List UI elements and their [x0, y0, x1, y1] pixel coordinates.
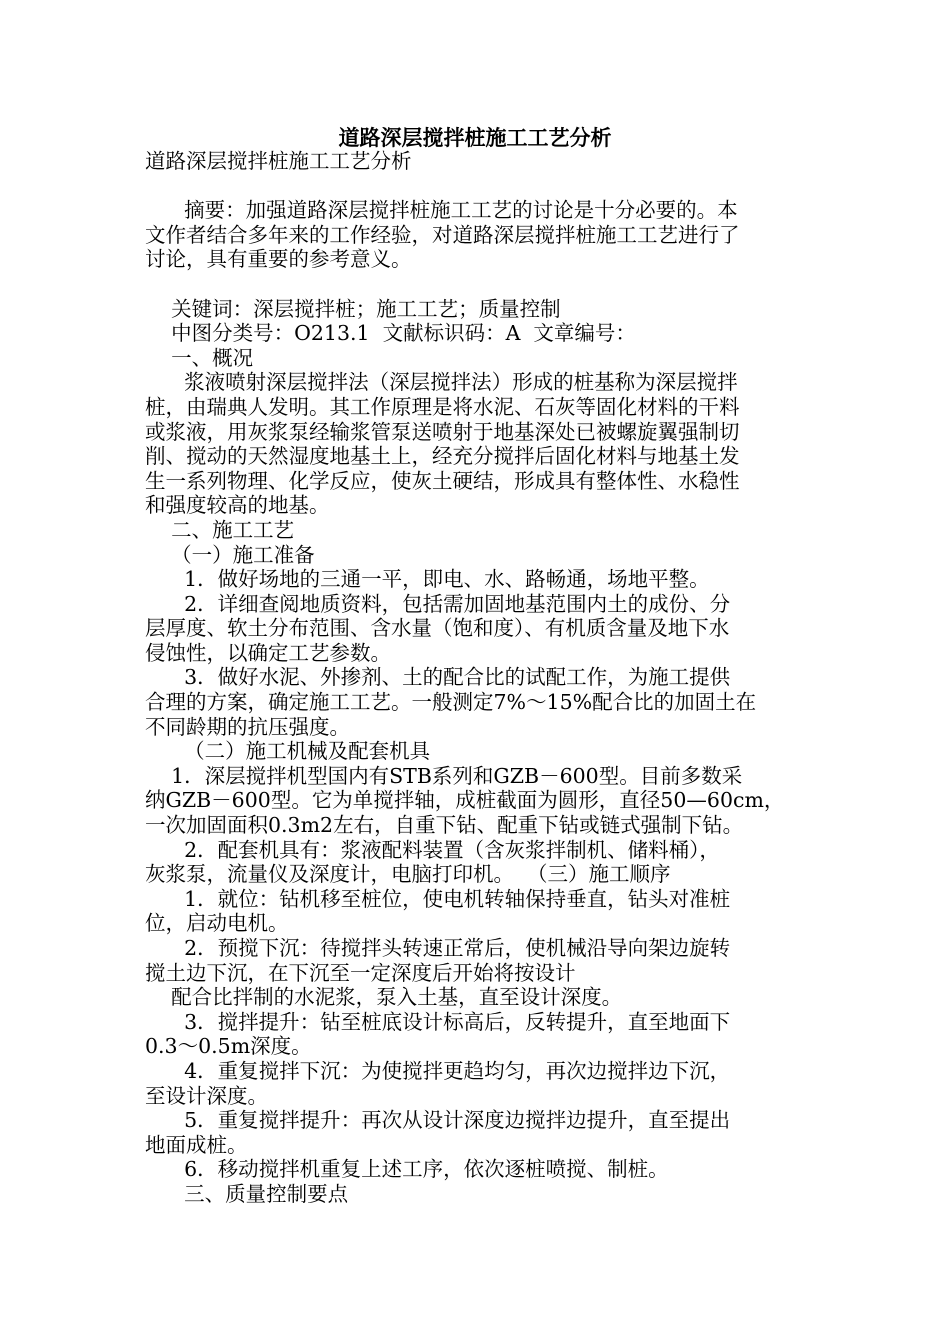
body-line: 0.3～0.5m深度。: [145, 1034, 312, 1059]
body-line: 关键词：深层搅拌桩；施工工艺；质量控制: [145, 296, 561, 321]
body-line: 侵蚀性，以确定工艺参数。: [145, 640, 391, 665]
body-line: 道路深层搅拌桩施工工艺分析: [145, 149, 412, 173]
body-line: 或浆液，用灰浆泵经输浆管泵送喷射于地基深处已被螺旋翼强制切: [145, 419, 740, 444]
body-line: 地面成桩。: [145, 1132, 248, 1157]
body-line: 和强度较高的地基。: [145, 493, 330, 518]
body-line: 削、搅动的天然湿度地基土上，经充分搅拌后固化材料与地基土发: [145, 444, 740, 469]
body-line: 2．详细查阅地质资料，包括需加固地基范围内土的成份、分: [145, 591, 731, 616]
body-line: 桩，由瑞典人发明。其工作原理是将水泥、石灰等固化材料的干料: [145, 394, 740, 419]
body-line: 5．重复搅拌提升：再次从设计深度边搅拌边提升，直至提出: [145, 1108, 731, 1133]
body-line: 配合比拌制的水泥浆，泵入土基，直至设计深度。: [145, 985, 623, 1010]
body-line: 搅土边下沉，在下沉至一定深度后开始将按设计: [145, 960, 576, 985]
body-line: 合理的方案，确定施工工艺。一般测定7%～15%配合比的加固土在: [145, 690, 757, 715]
body-line: 6．移动搅拌机重复上述工序，依次逐桩喷搅、制桩。: [145, 1157, 669, 1182]
body-line: 中图分类号：O213.1 文献标识码：A 文章编号：: [145, 321, 636, 346]
body-line: 生一系列物理、化学反应，使灰土硬结，形成具有整体性、水稳性: [145, 468, 740, 493]
body-line: 至设计深度。: [145, 1083, 268, 1108]
body-line: 三、质量控制要点: [145, 1181, 349, 1206]
body-line: 一次加固面积0.3m2左右，自重下钻、配重下钻或链式强制下钻。: [145, 813, 744, 838]
body-line: 1．就位：钻机移至桩位，使电机转轴保持垂直，钻头对准桩: [145, 886, 731, 911]
body-line: （二）施工机械及配套机具: [145, 739, 431, 764]
body-line: 2．预搅下沉：待搅拌头转速正常后，使机械沿导向架边旋转: [145, 936, 731, 960]
body-line: 2．配套机具有：浆液配料装置（含灰浆拌制机、储料桶），: [145, 837, 720, 862]
document-title: 道路深层搅拌桩施工工艺分析: [338, 125, 612, 150]
body-line: （一）施工准备: [145, 542, 315, 567]
body-line: 3．搅拌提升：钻至桩底设计标高后，反转提升，直至地面下: [145, 1009, 731, 1034]
body-line: 4．重复搅拌下沉：为使搅拌更趋均匀，再次边搅拌边下沉，: [145, 1058, 731, 1083]
body-line: 1．深层搅拌机型国内有STB系列和GZB－600型。目前多数采: [145, 763, 743, 788]
body-line: 文作者结合多年来的工作经验，对道路深层搅拌桩施工工艺进行了: [145, 222, 740, 247]
body-line: 层厚度、软土分布范围、含水量（饱和度）、有机质含量及地下水: [145, 616, 730, 641]
body-line: 二、施工工艺: [145, 517, 295, 542]
body-line: 3．做好水泥、外掺剂、土的配合比的试配工作，为施工提供: [145, 665, 731, 690]
body-line: 灰浆泵，流量仪及深度计，电脑打印机。 （三）施工顺序: [145, 862, 671, 887]
body-line: 摘要：加强道路深层搅拌桩施工工艺的讨论是十分必要的。本: [145, 198, 738, 223]
document-body: [145, 149, 805, 1207]
body-line: 位，启动电机。: [145, 911, 289, 936]
body-line: 一、概况: [145, 345, 254, 370]
body-line: 纳GZB－600型。它为单搅拌轴，成桩截面为圆形，直径50—60cm，: [145, 788, 785, 813]
body-line: [145, 174, 805, 199]
body-line: 1．做好场地的三通一平，即电、水、路畅通，场地平整。: [145, 567, 710, 592]
body-line: [145, 272, 805, 297]
body-line: 浆液喷射深层搅拌法（深层搅拌法）形成的桩基称为深层搅拌: [145, 370, 738, 395]
body-line: 不同龄期的抗压强度。: [145, 714, 350, 739]
body-line: 讨论，具有重要的参考意义。: [145, 247, 412, 272]
